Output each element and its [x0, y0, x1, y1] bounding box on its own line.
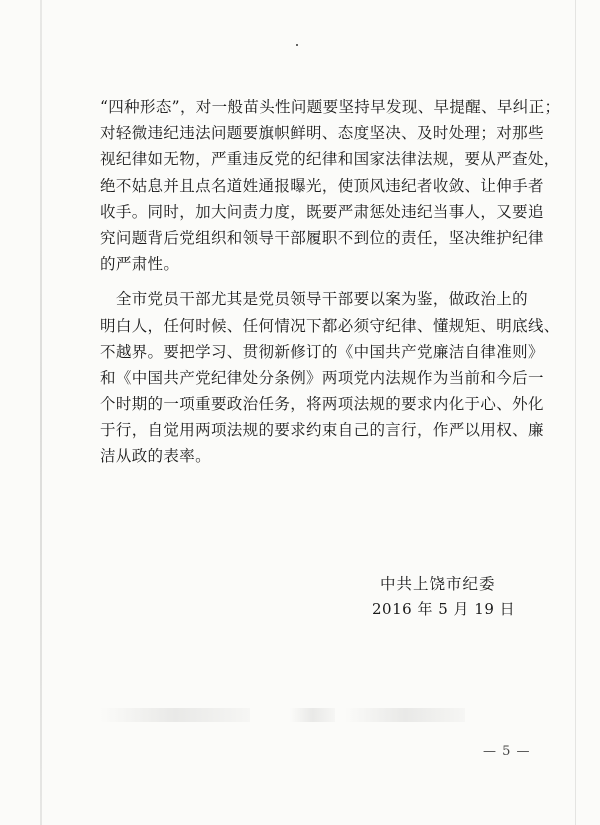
- text-line: 对轻微违纪违法问题要旗帜鲜明、态度坚决、及时处理；对那些: [100, 124, 544, 143]
- text-line: 究问题背后党组织和领导干部履职不到位的责任，坚决维护纪律: [100, 228, 544, 247]
- issue-date: 2016 年 5 月 19 日: [372, 600, 516, 618]
- text-line: 洁从政的表率。: [100, 447, 211, 466]
- page-number: — 5 —: [483, 744, 531, 759]
- text-line: 于行，自觉用两项法规的要求约束自己的言行，作严以用权、廉: [100, 421, 544, 440]
- issuer-signature: 中共上饶市纪委: [380, 575, 496, 593]
- text-line: 不越界。要把学习、贯彻新修订的《中国共产党廉洁自律准则》: [100, 342, 544, 361]
- scan-edge-left: [40, 0, 42, 825]
- text-line: 的严肃性。: [100, 255, 180, 274]
- text-line: “四种形态”，对一般苗头性问题要坚持早发现、早提醒、早纠正；: [100, 98, 561, 116]
- paragraph-2: [100, 286, 560, 469]
- bleed-through-mark: [100, 708, 250, 722]
- text-line: 和《中国共产党纪律处分条例》两项党内法规作为当前和今后一: [100, 368, 544, 387]
- text-line: 个时期的一项重要政治任务，将两项法规的要求内化于心、外化: [100, 395, 544, 414]
- text-line: 绝不姑息并且点名道姓通报曝光，使顶风违纪者收敛、让伸手者: [100, 176, 544, 195]
- paragraph-1: [100, 94, 561, 277]
- text-line: 收手。同时，加大问责力度，既要严肃惩处违纪当事人，又要追: [100, 202, 544, 221]
- scan-speck: [296, 44, 298, 46]
- text-line: 明白人，任何时候、任何情况下都必须守纪律、懂规矩、明底线、: [100, 316, 560, 335]
- scan-edge-right: [575, 0, 576, 825]
- body-text: [100, 94, 561, 470]
- text-line: 全市党员干部尤其是党员领导干部要以案为鉴，做政治上的: [100, 290, 528, 309]
- paragraph-gap: [100, 277, 530, 286]
- text-line: 视纪律如无物，严重违反党的纪律和国家法律法规，要从严查处，: [100, 150, 560, 169]
- bleed-through-mark: [290, 708, 335, 722]
- bleed-through-mark: [345, 708, 465, 722]
